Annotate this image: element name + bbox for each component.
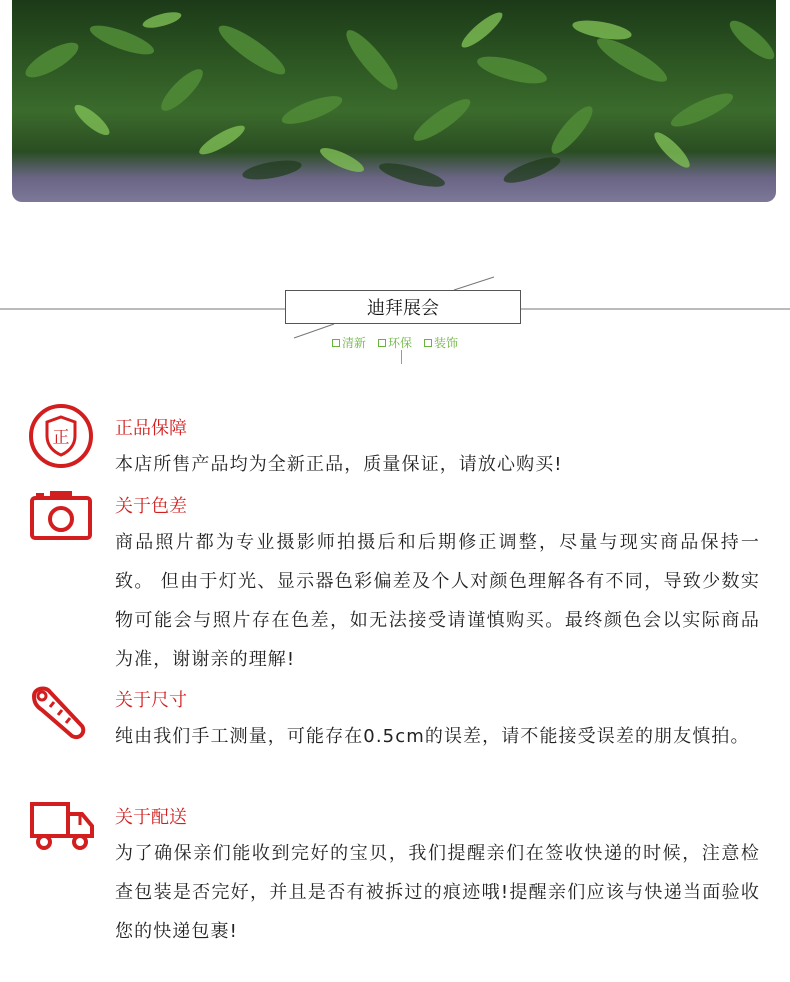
section-body: 纯由我们手工测量，可能存在0.5cm的误差，请不能接受误差的朋友慎拍。 — [115, 726, 750, 747]
measuring-tape-icon — [28, 682, 94, 744]
section-title: 关于色差 — [115, 496, 187, 517]
foliage-illustration — [12, 0, 776, 202]
plant-wall-photo — [12, 0, 776, 202]
camera-icon — [28, 488, 94, 544]
section-title: 正品保障 — [115, 418, 187, 439]
page-title: 迪拜展会 — [367, 298, 439, 319]
tick-mark — [401, 350, 402, 364]
tag-item: 装饰 — [424, 334, 458, 351]
section-title-box — [285, 290, 521, 324]
tag-item: 环保 — [378, 334, 412, 351]
svg-text:正: 正 — [52, 428, 70, 448]
section-body: 商品照片都为专业摄影师拍摄后和后期修正调整，尽量与现实商品保持一致。 但由于灯光、显示器色彩偏差及个人对颜色理解各有不同，导致少数实物可能会与照片存在色差，如无法接受请谨慎购买。最终颜色会以实际商品为准，谢谢亲的理解! — [115, 532, 760, 670]
delivery-truck-icon — [28, 798, 96, 854]
section-title: 关于配送 — [115, 807, 187, 828]
tag-item: 清新 — [332, 334, 366, 351]
section-body: 为了确保亲们能收到完好的宝贝，我们提醒亲们在签收快递的时候，注意检查包装是否完好，并且是否有被拆过的痕迹哦!提醒亲们应该与快递当面验收您的快递包裹! — [115, 843, 760, 942]
tag-row — [0, 334, 790, 351]
square-icon — [424, 339, 432, 347]
genuine-shield-icon — [28, 403, 94, 469]
section-title: 关于尺寸 — [115, 690, 187, 711]
square-icon — [332, 339, 340, 347]
section-body: 本店所售产品均为全新正品，质量保证，请放心购买! — [115, 454, 563, 475]
square-icon — [378, 339, 386, 347]
